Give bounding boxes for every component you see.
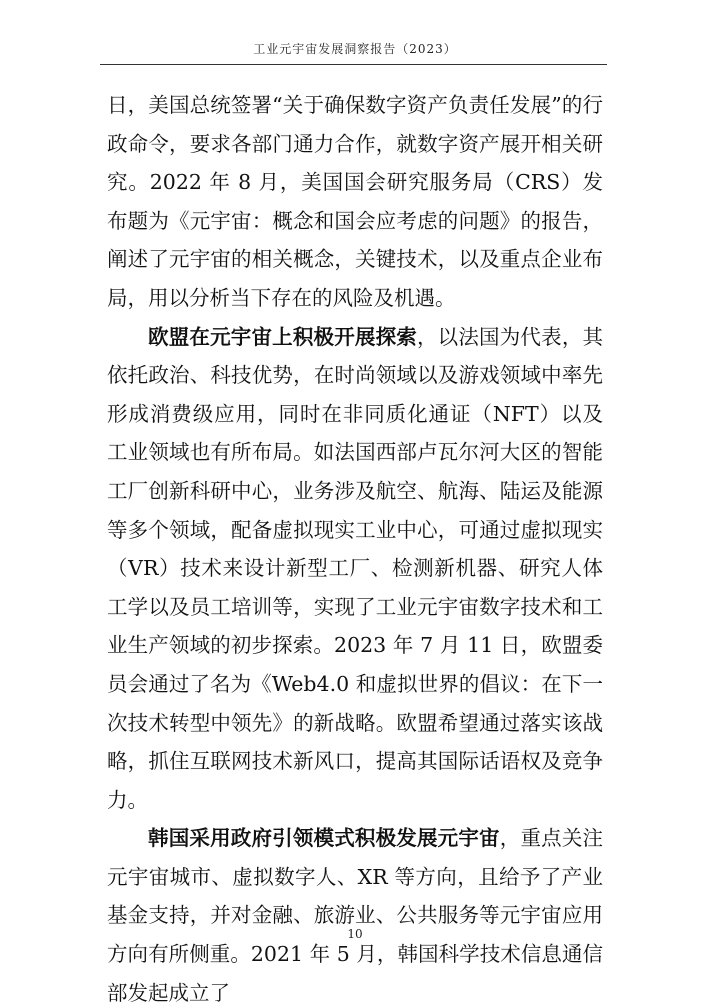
- paragraph-korea: [107, 819, 603, 1004]
- paragraph-text: ，以法国为代表，其依托政治、科技优势，在时尚领域以及游戏领域中率先形成消费级应用，同时在非同质化通证（NFT）以及工业领域也有所布局。如法国西部卢瓦尔河大区的智能工厂创新科研中心，业务涉及航空、航海、陆运及能源等多个领域，配备虚拟现实工业中心，可通过虚拟现实（VR）技术来设计新型工厂、检测新机器、研究人体工学以及员工培训等，实现了工业元宇宙数字技术和工业生产领域的初步探索。2023 年 7 月 11 日，欧盟委员会通过了名为《Web4.0 和虚拟世界的倡议：在下一次技术转型中领先》的新战略。欧盟希望通过落实该战略，抓住互联网技术新风口，提高其国际话语权及竞争力。: [107, 324, 604, 812]
- running-header: 工业元宇宙发展洞察报告（2023）: [253, 42, 457, 56]
- paragraph-text: 日，美国总统签署“关于确保数字资产负责任发展”的行政命令，要求各部门通力合作，就数字资产展开相关研究。2022 年 8 月，美国国会研究服务局（CRS）发布题为《元宇宙：概念和国会应考虑的问题》的报告，阐述了元宇宙的相关概念，关键技术，以及重点企业布局，用以分析当下存在的风险及机遇。: [107, 93, 603, 310]
- paragraph-eu: [107, 318, 603, 820]
- paragraph-lead-heading: 欧盟在元宇宙上积极开展探索: [148, 324, 417, 349]
- header-divider: [100, 64, 607, 65]
- paragraph-text: ，重点关注元宇宙城市、虚拟数字人、XR 等方向，且给予了产业基金支持，并对金融、旅游业、公共服务等元宇宙应用方向有所侧重。2021 年 5 月，韩国科学技术信息通信部发起成立了: [107, 826, 604, 1004]
- paragraph-lead-heading: 韩国采用政府引领模式积极发展元宇宙: [148, 826, 500, 851]
- body-text: [107, 86, 603, 1004]
- page-number: 10: [347, 927, 363, 941]
- paragraph-us-continuation: [107, 86, 603, 318]
